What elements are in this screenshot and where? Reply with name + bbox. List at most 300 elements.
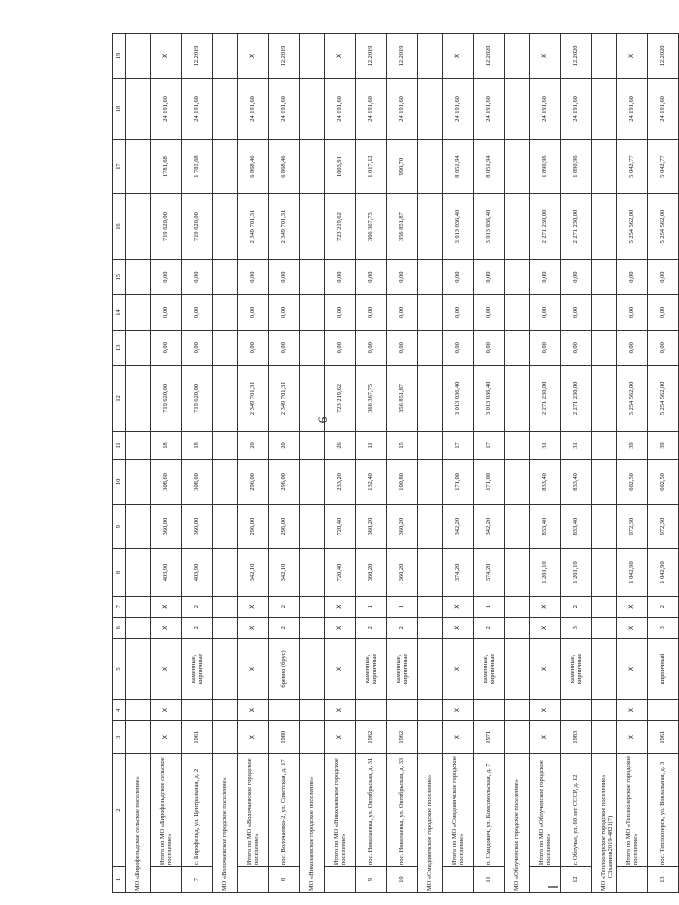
empty-cell <box>300 78 325 139</box>
table-cell: X <box>151 638 182 699</box>
table-cell: 12.2019 <box>356 34 387 79</box>
table-cell: X <box>530 638 561 699</box>
table-cell: 8 051,94 <box>474 140 505 194</box>
table-cell: 1962 <box>356 721 387 754</box>
table-cell: X <box>325 596 356 617</box>
table-cell: X <box>151 700 182 721</box>
table-cell: X <box>238 700 269 721</box>
table-cell: X <box>325 34 356 79</box>
table-cell: 5 042,77 <box>648 140 679 194</box>
table-cell: X <box>151 34 182 79</box>
table-cell: 366 367,75 <box>356 365 387 431</box>
table-cell: 1 201,10 <box>530 549 561 596</box>
total-row <box>238 34 269 893</box>
empty-cell <box>213 638 238 699</box>
empty-cell <box>592 617 617 638</box>
empty-cell <box>126 596 151 617</box>
group-row <box>418 34 443 893</box>
table-cell: X <box>443 34 474 79</box>
table-cell: 1980 <box>269 721 300 754</box>
column-header: 6 <box>113 617 126 638</box>
empty-cell <box>592 460 617 505</box>
empty-cell <box>213 617 238 638</box>
table-cell <box>648 700 679 721</box>
table-cell: 403,90 <box>182 549 213 596</box>
table-cell: 3 <box>561 617 592 638</box>
table-cell <box>530 867 561 893</box>
group-row <box>505 34 530 893</box>
empty-cell <box>592 549 617 596</box>
column-header: 4 <box>113 700 126 721</box>
table-cell: 2 <box>269 617 300 638</box>
table-cell: 2 <box>648 596 679 617</box>
empty-cell <box>213 260 238 295</box>
empty-cell <box>505 549 530 596</box>
empty-cell <box>213 295 238 330</box>
table-cell: 24 191,60 <box>387 78 418 139</box>
table-cell: 833,40 <box>530 460 561 505</box>
empty-cell <box>505 194 530 260</box>
table-cell: 233,20 <box>325 460 356 505</box>
table-cell: 3 <box>648 617 679 638</box>
table-cell: 10 <box>387 867 418 893</box>
column-header: 11 <box>113 431 126 459</box>
table-cell: 24 191,60 <box>151 78 182 139</box>
table-cell: 12.2020 <box>648 34 679 79</box>
table-cell: 360,20 <box>356 504 387 549</box>
table-cell: 2 <box>182 617 213 638</box>
table-cell: X <box>238 721 269 754</box>
table-cell: каменные, кирпичные <box>387 638 418 699</box>
empty-cell <box>505 504 530 549</box>
empty-cell <box>300 194 325 260</box>
table-cell: 0,00 <box>182 295 213 330</box>
table-cell: 833,40 <box>530 504 561 549</box>
empty-cell <box>505 721 530 754</box>
empty-cell <box>300 617 325 638</box>
table-cell: 0,00 <box>561 295 592 330</box>
table-cell: 1971 <box>474 721 505 754</box>
empty-cell <box>213 78 238 139</box>
column-header: 13 <box>113 330 126 365</box>
table-cell: 0,00 <box>238 295 269 330</box>
empty-cell <box>418 504 443 549</box>
empty-cell <box>592 431 617 459</box>
table-cell: 0,00 <box>530 260 561 295</box>
empty-cell <box>213 721 238 754</box>
table-cell: 0,00 <box>356 330 387 365</box>
table-cell <box>356 700 387 721</box>
empty-cell <box>505 365 530 431</box>
table-cell: 0,00 <box>325 295 356 330</box>
table-cell: 24 191,60 <box>356 78 387 139</box>
table-cell: 990,70 <box>387 140 418 194</box>
table-cell: 6 868,46 <box>269 140 300 194</box>
empty-cell <box>213 504 238 549</box>
table-cell: 1 042,90 <box>648 549 679 596</box>
table-cell: 1 <box>356 596 387 617</box>
table-cell: 24 191,60 <box>617 78 648 139</box>
table-cell: 833,40 <box>561 460 592 505</box>
table-cell: X <box>238 617 269 638</box>
table-cell: 360,20 <box>356 549 387 596</box>
table-cell <box>325 867 356 893</box>
table-cell: Итого по МО «Облученское городское поселение» <box>530 754 561 867</box>
empty-cell <box>505 431 530 459</box>
table-cell <box>238 867 269 893</box>
table-cell: X <box>617 721 648 754</box>
table-cell: каменные, кирпичные <box>182 638 213 699</box>
table-cell: X <box>530 700 561 721</box>
table-cell: 0,00 <box>648 260 679 295</box>
table-cell: пос. Волочаевка-2, ул. Советская, д. 17 <box>269 754 300 867</box>
table-cell: пос. Теплоозерск, ул. Вокзальная, д. 3 <box>648 754 679 867</box>
table-cell: 0,00 <box>561 260 592 295</box>
table-cell: 2 349 701,31 <box>238 365 269 431</box>
empty-cell <box>213 140 238 194</box>
table-cell: 719 620,00 <box>182 365 213 431</box>
scan-mark <box>548 886 558 888</box>
table-cell: 0,00 <box>238 330 269 365</box>
table-cell: 2 <box>269 596 300 617</box>
table-cell: X <box>325 638 356 699</box>
table-cell: 24 191,60 <box>530 78 561 139</box>
table-cell: 24 191,60 <box>561 78 592 139</box>
table-cell: 308,60 <box>151 460 182 505</box>
table-cell: 0,00 <box>617 330 648 365</box>
empty-cell <box>505 34 530 79</box>
table-cell: 0,00 <box>269 260 300 295</box>
column-header: 5 <box>113 638 126 699</box>
table-cell: 20 <box>269 431 300 459</box>
table-cell: 24 191,60 <box>238 78 269 139</box>
column-header: 17 <box>113 140 126 194</box>
empty-cell <box>126 194 151 260</box>
table-cell: 972,30 <box>648 504 679 549</box>
table-cell: 0,00 <box>530 295 561 330</box>
table-cell <box>182 700 213 721</box>
table-cell: X <box>238 638 269 699</box>
table-cell: 0,00 <box>443 260 474 295</box>
table-cell: 296,00 <box>269 460 300 505</box>
table-cell: X <box>530 596 561 617</box>
table-cell: 0,00 <box>443 295 474 330</box>
empty-cell <box>505 596 530 617</box>
empty-cell <box>126 617 151 638</box>
empty-cell <box>213 700 238 721</box>
empty-cell <box>126 330 151 365</box>
table-cell: 1 017,12 <box>356 140 387 194</box>
table-cell: 17 <box>474 431 505 459</box>
empty-cell <box>592 194 617 260</box>
table-cell: пос. Николаевка, ул. Октябрьская, д. 31 <box>356 754 387 867</box>
table-cell: 0,00 <box>238 260 269 295</box>
table-cell: 0,00 <box>269 330 300 365</box>
table-cell: 2 <box>356 617 387 638</box>
empty-cell <box>300 721 325 754</box>
empty-cell <box>505 638 530 699</box>
table-cell: 2 271 230,00 <box>530 365 561 431</box>
column-header: 8 <box>113 549 126 596</box>
table-cell: 1 890,96 <box>561 140 592 194</box>
table-cell: 6 868,46 <box>238 140 269 194</box>
total-row <box>617 34 648 893</box>
table-cell: 2 <box>387 617 418 638</box>
empty-cell <box>213 330 238 365</box>
table-cell: 342,10 <box>238 549 269 596</box>
table-cell: 39 <box>617 431 648 459</box>
empty-cell <box>126 34 151 79</box>
empty-cell <box>213 34 238 79</box>
table-cell: 24 191,60 <box>648 78 679 139</box>
empty-cell <box>505 330 530 365</box>
empty-cell <box>418 34 443 79</box>
total-row <box>325 34 356 893</box>
table-cell: 720,40 <box>325 549 356 596</box>
empty-cell <box>418 638 443 699</box>
empty-cell <box>592 504 617 549</box>
column-header: 19 <box>113 34 126 79</box>
table-row <box>561 34 592 893</box>
table-cell: 0,00 <box>648 330 679 365</box>
table-cell: 602,50 <box>617 460 648 505</box>
table-cell: 0,00 <box>530 330 561 365</box>
table-cell: 2 349 701,31 <box>238 194 269 260</box>
table-cell: 342,10 <box>269 549 300 596</box>
table-cell: каменные, кирпичные <box>561 638 592 699</box>
table-cell: 12.2020 <box>561 34 592 79</box>
table-cell: 2 349 701,31 <box>269 365 300 431</box>
empty-cell <box>126 295 151 330</box>
empty-cell <box>300 365 325 431</box>
table-cell: 24 191,60 <box>269 78 300 139</box>
table-cell: 602,50 <box>648 460 679 505</box>
table-cell: 24 191,60 <box>182 78 213 139</box>
empty-cell <box>213 549 238 596</box>
empty-cell <box>126 460 151 505</box>
table-cell: 296,00 <box>269 504 300 549</box>
table-cell: 0,00 <box>387 295 418 330</box>
table-cell: Итого по МО «Волочаевское городское поселение» <box>238 754 269 867</box>
table-cell: 972,30 <box>617 504 648 549</box>
empty-cell <box>213 365 238 431</box>
empty-cell <box>505 460 530 505</box>
empty-cell <box>126 140 151 194</box>
empty-cell <box>213 460 238 505</box>
table-cell: X <box>443 700 474 721</box>
empty-cell <box>300 638 325 699</box>
table-cell: 18 <box>182 431 213 459</box>
empty-cell <box>418 700 443 721</box>
empty-cell <box>300 700 325 721</box>
column-header: 15 <box>113 260 126 295</box>
table-cell: 0,00 <box>617 295 648 330</box>
document-stamp <box>604 800 618 894</box>
table-cell: X <box>530 721 561 754</box>
column-header: 1 <box>113 867 126 893</box>
table-cell: 1003,91 <box>325 140 356 194</box>
empty-cell <box>592 260 617 295</box>
empty-cell <box>300 431 325 459</box>
table-cell: 12 <box>561 867 592 893</box>
table-cell: X <box>325 617 356 638</box>
column-header: 12 <box>113 365 126 431</box>
table-cell: 12.2019 <box>387 34 418 79</box>
table-cell: 1961 <box>648 721 679 754</box>
table-cell: X <box>617 596 648 617</box>
table-cell: 342,20 <box>474 504 505 549</box>
table-cell: 1962 <box>387 721 418 754</box>
table-cell: 723 219,62 <box>325 365 356 431</box>
table-cell: п. Смидович, ул. Комсомольская, д. 7 <box>474 754 505 867</box>
table-cell <box>387 700 418 721</box>
table-cell: 5 254 562,00 <box>648 194 679 260</box>
empty-cell <box>126 431 151 459</box>
table-cell: 5 254 562,00 <box>617 194 648 260</box>
empty-cell <box>505 140 530 194</box>
empty-cell <box>418 596 443 617</box>
total-row <box>443 34 474 893</box>
empty-cell <box>418 78 443 139</box>
table-cell: кирпичный <box>648 638 679 699</box>
table-cell: 0,00 <box>617 260 648 295</box>
column-header: 2 <box>113 754 126 867</box>
table-cell: 0,00 <box>356 260 387 295</box>
table-cell: X <box>617 700 648 721</box>
group-label: МО «Теплоозерское городское поселение» <box>592 754 617 893</box>
table-cell: 360,00 <box>151 504 182 549</box>
table-cell: X <box>325 700 356 721</box>
table-cell: 0,00 <box>474 295 505 330</box>
table-cell <box>561 700 592 721</box>
table-cell: 1 781,68 <box>182 140 213 194</box>
empty-cell <box>300 504 325 549</box>
empty-cell <box>592 78 617 139</box>
empty-cell <box>505 617 530 638</box>
table-cell: 11 <box>474 867 505 893</box>
table-cell: 1 201,10 <box>561 549 592 596</box>
table-cell: 12.2019 <box>182 34 213 79</box>
table-cell: 0,00 <box>325 260 356 295</box>
group-row <box>213 34 238 893</box>
table-cell: 18 <box>151 431 182 459</box>
empty-cell <box>300 596 325 617</box>
table-cell: 9 <box>356 867 387 893</box>
table-cell: X <box>530 617 561 638</box>
table-cell <box>443 867 474 893</box>
group-row <box>592 34 617 893</box>
group-label: МО «Волочаевское городское поселение» <box>213 754 238 893</box>
table-header-row <box>113 34 126 893</box>
table-cell: Итого по МО «Николаевское городское поселение» <box>325 754 356 867</box>
empty-cell <box>592 721 617 754</box>
table-cell: 15 <box>387 431 418 459</box>
empty-cell <box>126 700 151 721</box>
table-cell: 0,00 <box>648 295 679 330</box>
empty-cell <box>300 34 325 79</box>
column-header: 3 <box>113 721 126 754</box>
table-cell: 0,00 <box>151 330 182 365</box>
table-cell: 5 254 562,00 <box>617 365 648 431</box>
table-cell: 374,20 <box>474 549 505 596</box>
table-cell <box>617 867 648 893</box>
table-cell: 20 <box>238 431 269 459</box>
empty-cell <box>592 34 617 79</box>
table-cell: 3 013 036,40 <box>474 365 505 431</box>
table-cell: 3 013 036,40 <box>443 194 474 260</box>
table-cell: 403,90 <box>151 549 182 596</box>
table-cell: 719 620,00 <box>182 194 213 260</box>
table-cell: 3 013 036,40 <box>443 365 474 431</box>
table-cell: 1781,68 <box>151 140 182 194</box>
empty-cell <box>418 295 443 330</box>
table-cell: 132,40 <box>356 460 387 505</box>
group-label: МО «Смидовичское городское поселение» <box>418 754 443 893</box>
table-cell: каменные, кирпичные <box>356 638 387 699</box>
table-cell: X <box>238 596 269 617</box>
empty-cell <box>592 596 617 617</box>
empty-cell <box>300 549 325 596</box>
table-cell: 296,00 <box>238 460 269 505</box>
empty-cell <box>213 431 238 459</box>
table-cell: 0,00 <box>325 330 356 365</box>
table-cell: пос. Николаевка, ул. Октябрьская, д. 33 <box>387 754 418 867</box>
table-row <box>648 34 679 893</box>
table-row <box>269 34 300 893</box>
table-cell: 719 620,00 <box>151 194 182 260</box>
stamp-text: С3хаинов2019-4821(7) <box>607 815 614 879</box>
table-cell: X <box>151 721 182 754</box>
table-cell: 3 013 036,40 <box>474 194 505 260</box>
empty-cell <box>418 460 443 505</box>
table-cell: 39 <box>648 431 679 459</box>
table-cell: 360,00 <box>182 504 213 549</box>
table-cell: 0,00 <box>269 295 300 330</box>
table-cell <box>151 867 182 893</box>
table-cell: 2 <box>474 617 505 638</box>
page-number: 6 <box>315 416 330 424</box>
empty-cell <box>418 365 443 431</box>
table-cell: X <box>443 617 474 638</box>
table-cell: 31 <box>561 431 592 459</box>
table-cell: 0,00 <box>387 260 418 295</box>
table-cell: 720,40 <box>325 504 356 549</box>
empty-cell <box>126 260 151 295</box>
table-cell: X <box>443 638 474 699</box>
table-cell: 13 <box>648 867 679 893</box>
table-cell: 11 <box>356 431 387 459</box>
table-cell: 2 271 230,00 <box>561 194 592 260</box>
table-cell: 0,00 <box>356 295 387 330</box>
table-cell: 723 219,62 <box>325 194 356 260</box>
table-cell: 5 254 562,00 <box>648 365 679 431</box>
table-cell: X <box>151 617 182 638</box>
empty-cell <box>300 460 325 505</box>
table-cell: 0,00 <box>474 330 505 365</box>
table-cell: 1 890,96 <box>530 140 561 194</box>
table-cell: 24 191,60 <box>443 78 474 139</box>
table-cell: 100,80 <box>387 460 418 505</box>
table-cell: 719 620,00 <box>151 365 182 431</box>
table-cell: 360,20 <box>387 504 418 549</box>
table-cell: 356 851,87 <box>387 194 418 260</box>
empty-cell <box>505 78 530 139</box>
table-cell: каменные, кирпичные <box>474 638 505 699</box>
housing-program-table <box>112 33 679 893</box>
column-header: 9 <box>113 504 126 549</box>
table-cell: 12.2020 <box>474 34 505 79</box>
empty-cell <box>592 140 617 194</box>
